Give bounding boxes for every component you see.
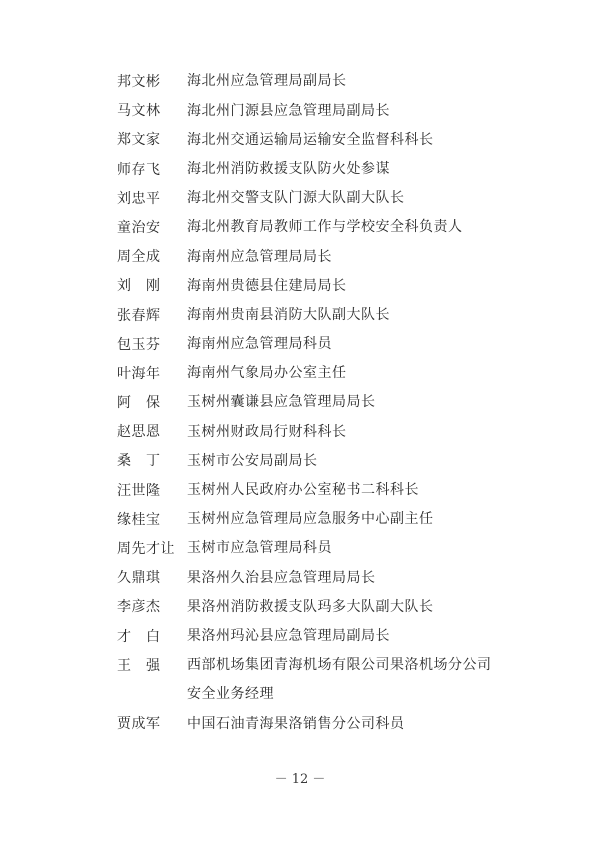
person-title: 海北州教育局教师工作与学校安全科负责人 xyxy=(187,219,463,236)
person-name: 张春辉 xyxy=(117,307,161,324)
list-item xyxy=(117,656,497,714)
person-title: 中国石油青海果洛销售分公司科员 xyxy=(187,715,405,732)
person-title: 海南州贵南县消防大队副大队长 xyxy=(187,306,390,323)
person-name: 邦文彬 xyxy=(117,74,161,90)
person-name: 王 强 xyxy=(117,657,161,674)
list-item xyxy=(117,714,497,743)
person-name: 童治安 xyxy=(117,219,161,236)
person-name: 马文林 xyxy=(117,103,161,120)
person-title: 果洛州久治县应急管理局局长 xyxy=(187,569,376,586)
person-title: 玉树州应急管理局应急服务中心副主任 xyxy=(187,511,434,528)
person-name: 周先才让 xyxy=(117,541,175,557)
person-title: 海北州门源县应急管理局副局长 xyxy=(187,102,390,119)
person-title: 果洛州消防救援支队玛多大队副大队长 xyxy=(187,598,434,615)
person-name: 汪世隆 xyxy=(117,482,161,499)
person-name: 周全成 xyxy=(117,249,161,266)
person-name: 缘桂宝 xyxy=(117,511,161,528)
person-name: 包玉芬 xyxy=(117,336,161,353)
person-name: 刘 刚 xyxy=(117,278,161,295)
person-title: 海南州贵德县住建局局长 xyxy=(187,277,347,294)
person-name: 刘忠平 xyxy=(117,190,161,207)
personnel-list xyxy=(117,72,497,743)
person-title: 果洛州玛沁县应急管理局副局长 xyxy=(187,627,390,644)
person-title: 玉树州人民政府办公室秘书二科科长 xyxy=(187,482,419,499)
person-title: 海北州应急管理局副局长 xyxy=(187,73,347,90)
person-name: 赵思恩 xyxy=(117,424,161,441)
person-name: 李彦杰 xyxy=(117,599,161,616)
person-title: 海南州气象局办公室主任 xyxy=(187,365,347,382)
person-name: 师存飞 xyxy=(117,161,161,178)
person-name: 叶海年 xyxy=(117,365,161,382)
person-name: 郑文家 xyxy=(117,132,161,149)
person-title: 海北州交通运输局运输安全监督科科长 xyxy=(187,131,434,148)
person-title: 玉树州囊谦县应急管理局局长 xyxy=(187,394,376,411)
person-name: 桑 丁 xyxy=(117,453,161,470)
person-title: 玉树市应急管理局科员 xyxy=(187,540,332,557)
page-number: － 12 － xyxy=(274,772,326,787)
person-title: 玉树州财政局行财科科长 xyxy=(187,423,347,440)
person-name: 阿 保 xyxy=(117,395,161,412)
person-name: 贾成军 xyxy=(117,716,161,733)
person-title: 海南州应急管理局科员 xyxy=(187,336,332,353)
person-title: 海南州应急管理局局长 xyxy=(187,248,332,265)
person-name: 久鼎琪 xyxy=(117,570,161,587)
person-title: 玉树市公安局副局长 xyxy=(187,452,318,469)
person-title: 西部机场集团青海机场有限公司果洛机场分公司安全业务经理 xyxy=(187,657,492,703)
person-name: 才 白 xyxy=(117,628,161,645)
person-title: 海北州消防救援支队防火处参谋 xyxy=(187,160,390,177)
person-title: 海北州交警支队门源大队副大队长 xyxy=(187,190,405,207)
